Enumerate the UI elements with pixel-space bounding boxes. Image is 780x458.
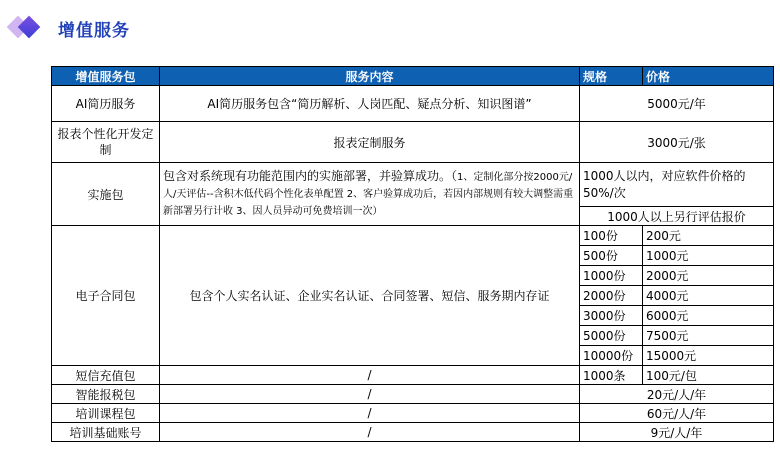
price-cell: 15000元 bbox=[643, 346, 774, 366]
price-cell: 1000人以内，对应软件价格的50%/次 bbox=[580, 163, 774, 207]
price-cell: 9元/人/年 bbox=[580, 423, 774, 442]
table-row bbox=[52, 423, 774, 442]
spec-cell: 1000份 bbox=[580, 266, 643, 286]
table-row bbox=[52, 86, 774, 122]
package-cell: 智能报税包 bbox=[52, 385, 160, 404]
impl-content-lead: 包含对系统现有功能范围内的实施部署，并验算成功。（ bbox=[163, 169, 458, 183]
spec-cell: 3000份 bbox=[580, 306, 643, 326]
content-cell: / bbox=[160, 366, 580, 385]
price-cell: 60元/人/年 bbox=[580, 404, 774, 423]
content-cell bbox=[160, 163, 580, 226]
table-row bbox=[52, 404, 774, 423]
content-cell: / bbox=[160, 423, 580, 442]
spec-cell: 10000份 bbox=[580, 346, 643, 366]
package-cell: AI简历服务 bbox=[52, 86, 160, 122]
price-cell: 7500元 bbox=[643, 326, 774, 346]
spec-cell: 1000条 bbox=[580, 366, 643, 385]
table-header-row bbox=[52, 67, 774, 86]
package-cell: 实施包 bbox=[52, 163, 160, 226]
price-cell: 2000元 bbox=[643, 266, 774, 286]
price-cell: 100元/包 bbox=[643, 366, 774, 385]
page-title: 增值服务 bbox=[58, 20, 130, 41]
price-cell: 4000元 bbox=[643, 286, 774, 306]
column-header-content: 服务内容 bbox=[160, 67, 580, 86]
section-header bbox=[8, 14, 130, 42]
spec-cell: 2000份 bbox=[580, 286, 643, 306]
column-header-spec: 规格 bbox=[580, 67, 643, 86]
price-cell: 200元 bbox=[643, 226, 774, 246]
spec-cell: 500份 bbox=[580, 246, 643, 266]
content-cell: 包含个人实名认证、企业实名认证、合同签署、短信、服务期内存证 bbox=[160, 226, 580, 366]
table-row bbox=[52, 385, 774, 404]
impl-content-detail: 1、定制化部分按2000元/人/天评估--含积木低代码个性化表单配置 2、客户验算成功后，若因内部规则有较大调整需重新部署另行计收 3、因人员异动可免费培训一次） bbox=[163, 172, 574, 217]
diamond-logo-icon bbox=[8, 15, 48, 41]
content-cell: / bbox=[160, 404, 580, 423]
spec-cell: 100份 bbox=[580, 226, 643, 246]
pricing-table bbox=[51, 66, 774, 442]
package-cell: 培训课程包 bbox=[52, 404, 160, 423]
table-row bbox=[52, 163, 774, 207]
content-cell: 报表定制服务 bbox=[160, 122, 580, 163]
column-header-price: 价格 bbox=[643, 67, 774, 86]
price-cell: 6000元 bbox=[643, 306, 774, 326]
content-cell: AI简历服务包含“简历解析、人岗匹配、疑点分析、知识图谱” bbox=[160, 86, 580, 122]
table-row bbox=[52, 226, 774, 246]
package-cell: 报表个性化开发定制 bbox=[52, 122, 160, 163]
price-cell: 20元/人/年 bbox=[580, 385, 774, 404]
package-cell: 培训基础账号 bbox=[52, 423, 160, 442]
content-cell: / bbox=[160, 385, 580, 404]
price-cell: 3000元/张 bbox=[580, 122, 774, 163]
table-row bbox=[52, 366, 774, 385]
column-header-package: 增值服务包 bbox=[52, 67, 160, 86]
price-cell: 1000人以上另行评估报价 bbox=[580, 207, 774, 226]
spec-cell: 5000份 bbox=[580, 326, 643, 346]
table-row bbox=[52, 122, 774, 163]
package-cell: 电子合同包 bbox=[52, 226, 160, 366]
price-cell: 5000元/年 bbox=[580, 86, 774, 122]
package-cell: 短信充值包 bbox=[52, 366, 160, 385]
price-cell: 1000元 bbox=[643, 246, 774, 266]
